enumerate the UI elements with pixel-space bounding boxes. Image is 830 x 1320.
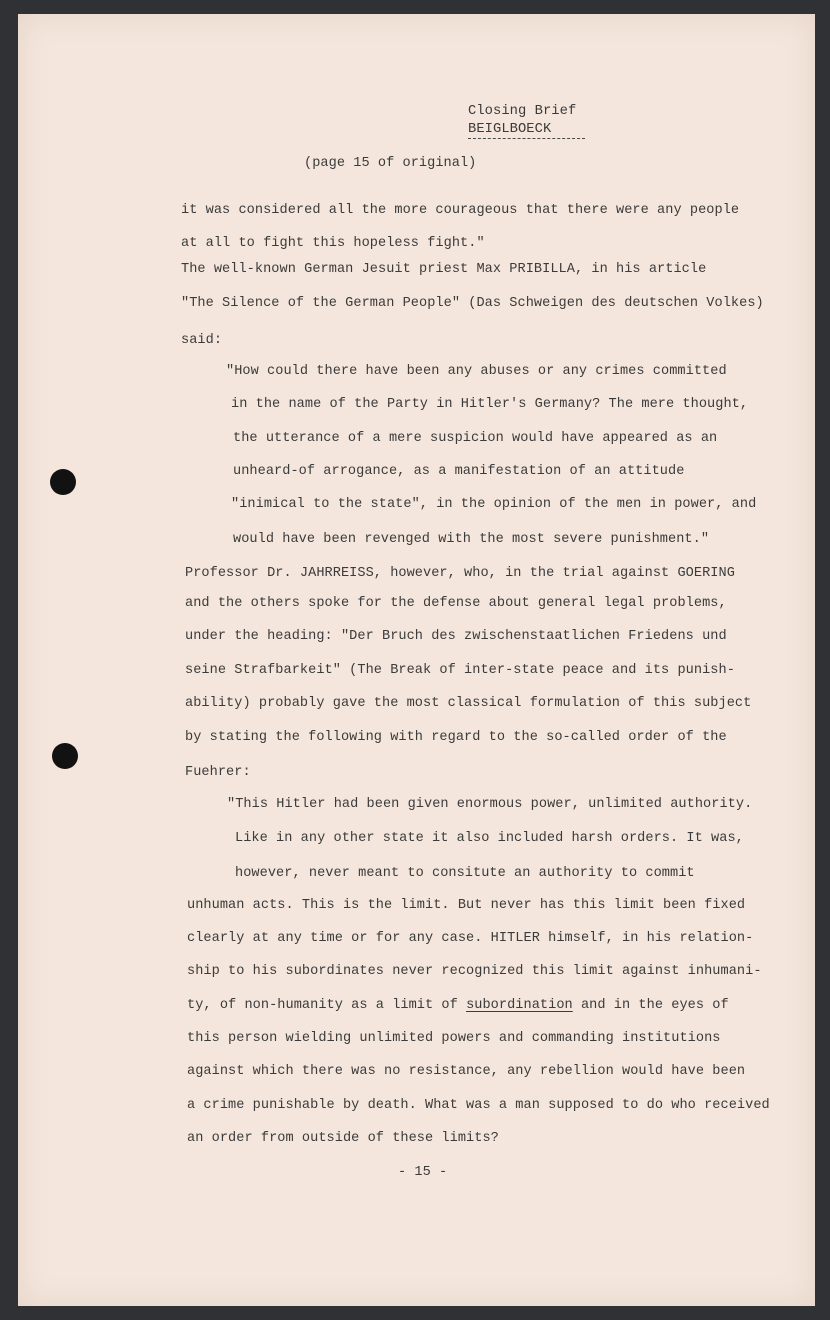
body-line: at all to fight this hopeless fight."	[181, 236, 485, 251]
body-line: under the heading: "Der Bruch des zwischenstaatlichen Friedens und	[185, 629, 727, 644]
punch-hole-upper	[50, 469, 76, 495]
quote-line: would have been revenged with the most severe punishment."	[233, 532, 710, 547]
quote-line: this person wielding unlimited powers and commanding institutions	[187, 1031, 721, 1046]
quote-line: "inimical to the state", in the opinion of the men in power, and	[231, 497, 757, 512]
quote-line: in the name of the Party in Hitler's Germany? The mere thought,	[231, 397, 749, 412]
body-line: by stating the following with regard to the so-called order of the	[185, 730, 727, 745]
quote-line: ship to his subordinates never recognized this limit against inhumani-	[187, 964, 762, 979]
text-before: ty, of non-humanity as a limit of	[187, 998, 467, 1013]
header-underline	[468, 138, 585, 139]
quote-line: against which there was no resistance, any rebellion would have been	[187, 1064, 746, 1079]
quote-line: unheard-of arrogance, as a manifestation of an attitude	[233, 464, 685, 479]
page-number: - 15 -	[398, 1165, 448, 1180]
body-line: ability) probably gave the most classical formulation of this subject	[185, 696, 752, 711]
quote-line: "This Hitler had been given enormous power, unlimited authority.	[227, 797, 753, 812]
body-line: "The Silence of the German People" (Das Schweigen des deutschen Volkes)	[181, 296, 764, 311]
body-line: seine Strafbarkeit" (The Break of inter-state peace and its punish-	[185, 663, 735, 678]
underlined-word: subordination	[466, 998, 573, 1013]
quote-line: "How could there have been any abuses or any crimes committed	[226, 364, 727, 379]
quote-line: the utterance of a mere suspicion would have appeared as an	[233, 431, 718, 446]
body-line: said:	[181, 333, 223, 348]
punch-hole-lower	[52, 743, 78, 769]
text-after: and in the eyes of	[572, 998, 729, 1013]
page-reference: (page 15 of original)	[304, 156, 477, 171]
quote-line: Like in any other state it also included harsh orders. It was,	[235, 831, 744, 846]
header-title: Closing Brief	[468, 104, 577, 119]
body-line: The well-known German Jesuit priest Max PRIBILLA, in his article	[181, 262, 707, 277]
quote-line-with-underline	[187, 998, 729, 1014]
quote-line: a crime punishable by death. What was a man supposed to do who received	[187, 1098, 770, 1113]
quote-line: clearly at any time or for any case. HITLER himself, in his relation-	[187, 931, 754, 946]
quote-line: an order from outside of these limits?	[187, 1131, 499, 1146]
body-line: Professor Dr. JAHRREISS, however, who, in the trial against GOERING	[185, 566, 735, 581]
header-defendant: BEIGLBOECK	[468, 122, 552, 137]
body-line: it was considered all the more courageous that there were any people	[181, 203, 740, 218]
quote-line: unhuman acts. This is the limit. But never has this limit been fixed	[187, 898, 746, 913]
body-line: and the others spoke for the defense about general legal problems,	[185, 596, 727, 611]
quote-line: however, never meant to consitute an authority to commit	[235, 866, 695, 881]
body-line: Fuehrer:	[185, 765, 251, 780]
